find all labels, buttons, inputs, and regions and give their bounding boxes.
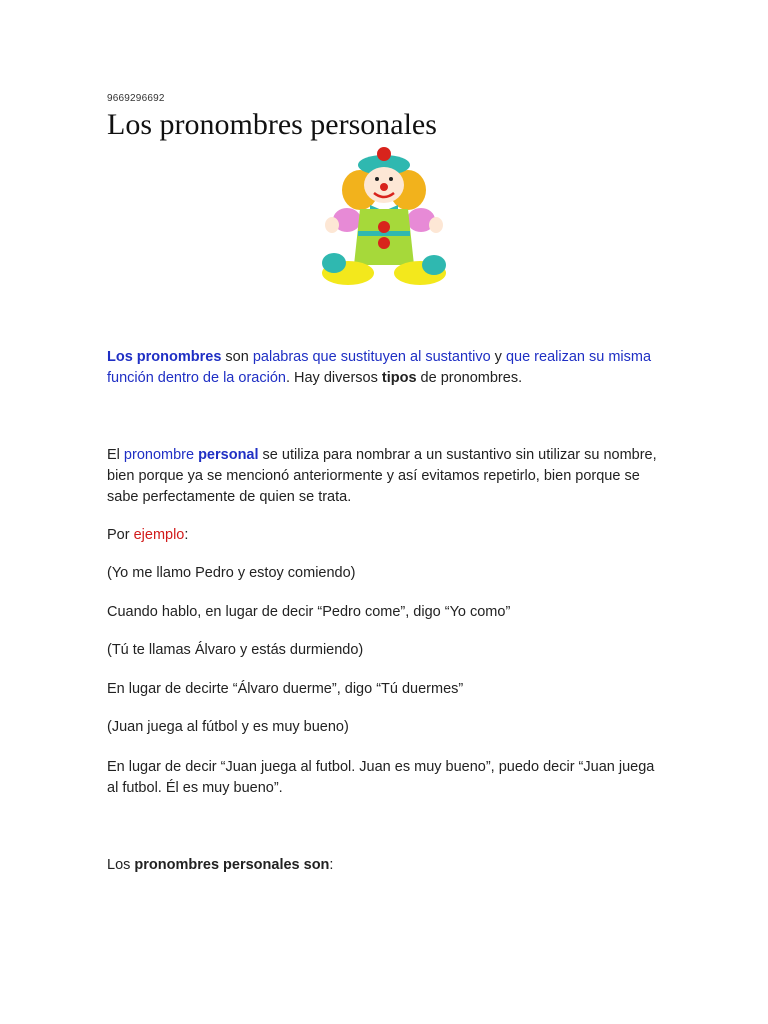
example-6: En lugar de decir “Juan juega al futbol. Juan es muy bueno”, puedo decir “Juan juega al futbol. Él es muy bueno”.	[107, 759, 655, 796]
example-intro: Por ejemplo:	[107, 527, 189, 543]
page-title: Los pronombres personales	[107, 108, 437, 141]
personal-pronoun-paragraph: El pronombre personal se utiliza para nombrar a un sustantivo sin utilizar su nombre, bien porque ya se mencionó anteriormente y así evitamos repetirlo, bien porque se sabe perfectamente de quien se trata.	[107, 447, 657, 505]
term-ejemplo: ejemplo	[133, 527, 185, 543]
term-tipos: tipos	[381, 370, 417, 386]
clown-icon	[312, 145, 452, 295]
definition-text-2: que realizan su misma función dentro de la oración	[107, 349, 652, 386]
example-5: (Juan juega al fútbol y es muy bueno)	[107, 719, 349, 735]
term-personal: personal	[198, 447, 259, 463]
term-pronombres-personales: pronombres personales son	[134, 857, 330, 873]
example-2: Cuando hablo, en lugar de decir “Pedro come”, digo “Yo como”	[107, 604, 511, 620]
document-id: 9669296692	[107, 93, 165, 104]
list-intro: Los pronombres personales son:	[107, 857, 334, 873]
example-3: (Tú te llamas Álvaro y estás durmiendo)	[107, 642, 364, 658]
term-pronombres: Los pronombres	[107, 349, 222, 365]
term-pronombre: pronombre	[123, 447, 199, 463]
intro-paragraph: Los pronombres son palabras que sustituyen al sustantivo y que realizan su misma función dentro de la oración. Hay diversos tipos de pronombres.	[107, 349, 652, 386]
example-4: En lugar de decirte “Álvaro duerme”, digo “Tú duermes”	[107, 681, 464, 697]
definition-text: palabras que sustituyen al sustantivo	[252, 349, 491, 365]
example-1: (Yo me llamo Pedro y estoy comiendo)	[107, 565, 356, 581]
